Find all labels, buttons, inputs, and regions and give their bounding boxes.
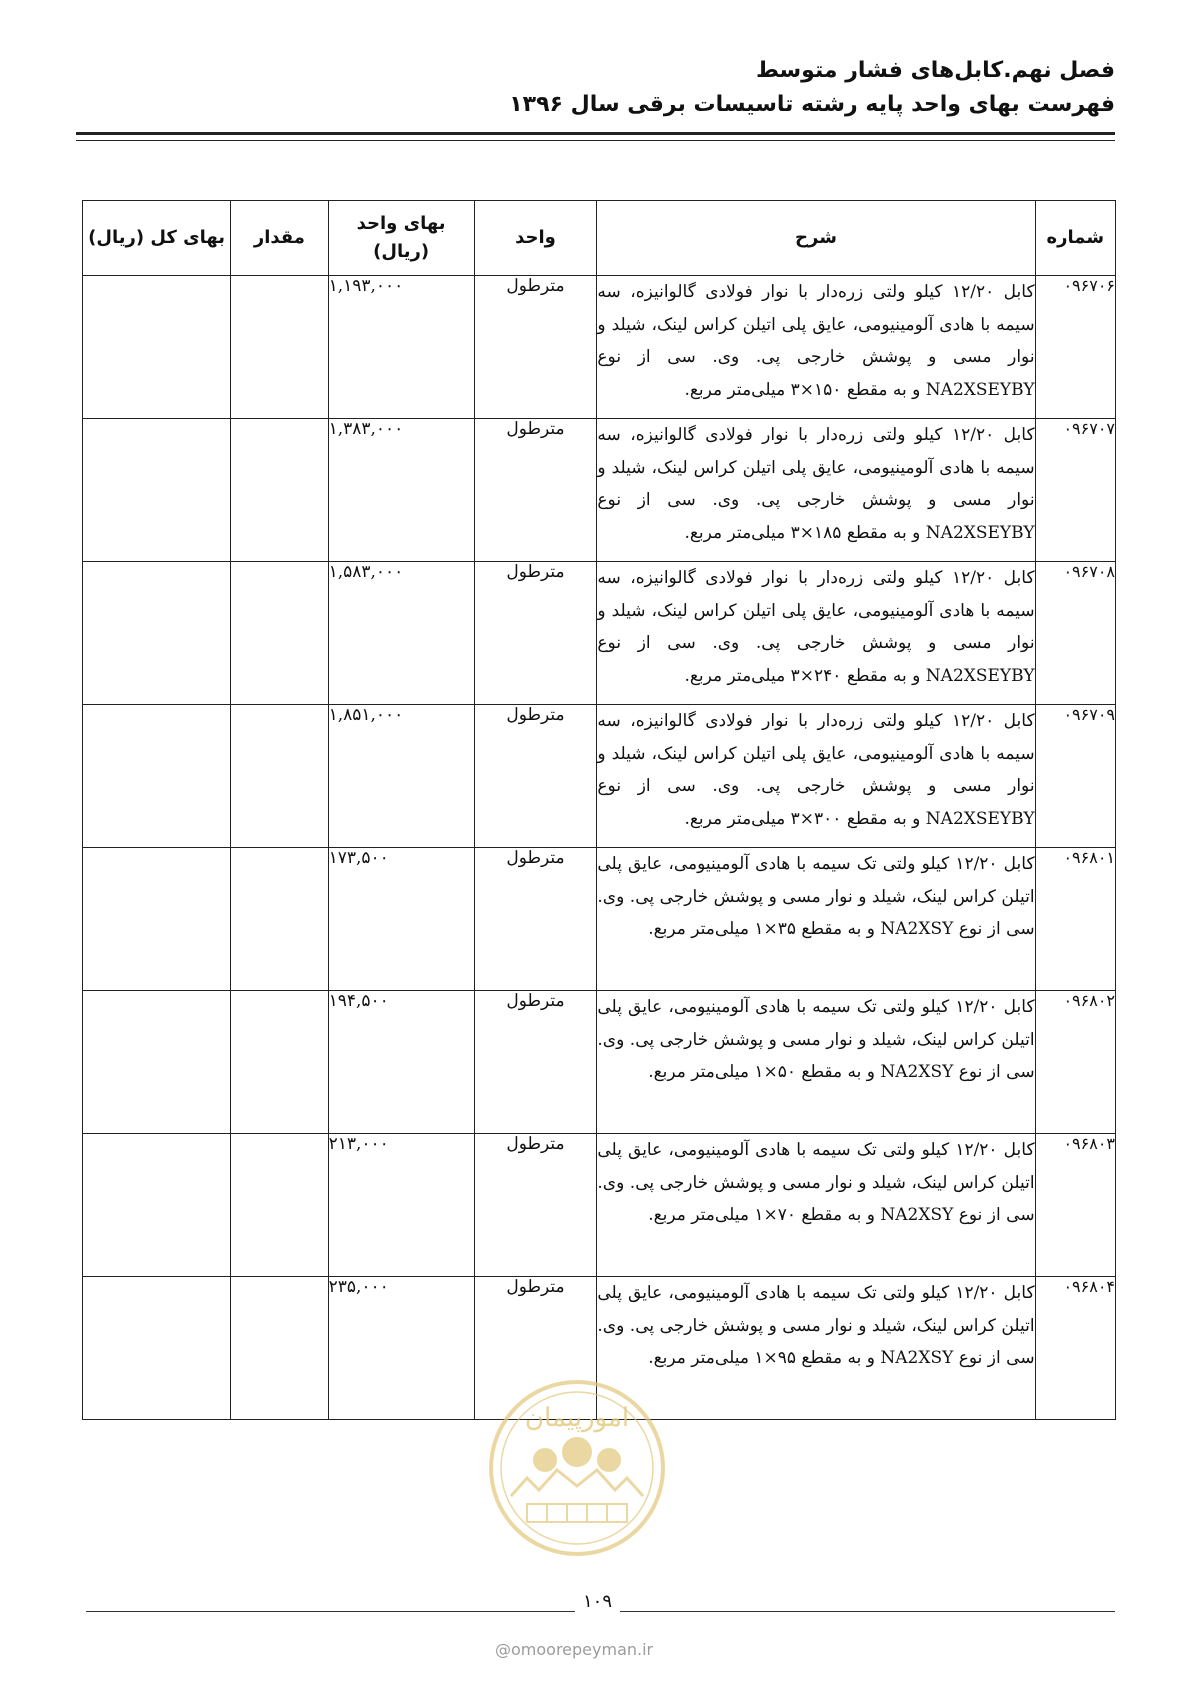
column-header-description: شرح	[597, 201, 1035, 276]
item-unit-price: ۲۳۵,۰۰۰	[328, 1277, 474, 1420]
item-total-price	[83, 419, 231, 562]
price-table	[82, 200, 1116, 1420]
stamp-logo	[487, 1378, 667, 1558]
item-unit: مترطول	[474, 991, 597, 1134]
item-unit-price: ۱,۸۵۱,۰۰۰	[328, 705, 474, 848]
table-row	[83, 419, 1116, 562]
item-total-price	[83, 1277, 231, 1420]
item-description: کابل ۱۲/۲۰ کیلو ولتی زره‌دار با نوار فولادی گالوانیزه، سه سیمه با هادی آلومینیومی، عایق پلی اتیلن کراس لینک، شیلد و نوار مسی و پوشش خارجی پی. وی. سی از نوع NA2XSEYBY و به مقطع ۱۵۰×۳ میلی‌متر مربع.	[597, 276, 1035, 419]
item-quantity	[231, 562, 328, 705]
item-quantity	[231, 1277, 328, 1420]
item-total-price	[83, 562, 231, 705]
chapter-title: فصل نهم.کابل‌های فشار متوسط	[755, 58, 1115, 83]
unit-price-currency: (ریال)	[373, 241, 430, 262]
item-unit: مترطول	[474, 419, 597, 562]
column-header-code: شماره	[1035, 201, 1115, 276]
item-code: ۰۹۶۸۰۱	[1035, 848, 1115, 991]
table-row	[83, 848, 1116, 991]
item-code: ۰۹۶۸۰۴	[1035, 1277, 1115, 1420]
item-quantity	[231, 1134, 328, 1277]
item-total-price	[83, 991, 231, 1134]
item-unit: مترطول	[474, 562, 597, 705]
item-description: کابل ۱۲/۲۰ کیلو ولتی تک سیمه با هادی آلومینیومی، عایق پلی اتیلن کراس لینک، شیلد و نوار مسی و پوشش خارجی پی. وی. سی از نوع NA2XSY و به مقطع ۹۵×۱ میلی‌متر مربع.	[597, 1277, 1035, 1420]
item-description: کابل ۱۲/۲۰ کیلو ولتی زره‌دار با نوار فولادی گالوانیزه، سه سیمه با هادی آلومینیومی، عایق پلی اتیلن کراس لینک، شیلد و نوار مسی و پوشش خارجی پی. وی. سی از نوع NA2XSEYBY و به مقطع ۳۰۰×۳ میلی‌متر مربع.	[597, 705, 1035, 848]
item-code: ۰۹۶۸۰۳	[1035, 1134, 1115, 1277]
item-total-price	[83, 705, 231, 848]
item-unit-price: ۱,۱۹۳,۰۰۰	[328, 276, 474, 419]
item-quantity	[231, 276, 328, 419]
header-divider	[76, 132, 1115, 141]
item-unit: مترطول	[474, 276, 597, 419]
item-unit-price: ۱,۵۸۳,۰۰۰	[328, 562, 474, 705]
item-unit: مترطول	[474, 705, 597, 848]
item-quantity	[231, 848, 328, 991]
column-header-quantity: مقدار	[231, 201, 328, 276]
item-unit-price: ۱۷۳,۵۰۰	[328, 848, 474, 991]
table-row	[83, 562, 1116, 705]
item-description: کابل ۱۲/۲۰ کیلو ولتی تک سیمه با هادی آلومینیومی، عایق پلی اتیلن کراس لینک، شیلد و نوار مسی و پوشش خارجی پی. وی. سی از نوع NA2XSY و به مقطع ۳۵×۱ میلی‌متر مربع.	[597, 848, 1035, 991]
column-header-unit: واحد	[474, 201, 597, 276]
item-total-price	[83, 1134, 231, 1277]
column-header-total-price: بهای کل (ریال)	[83, 201, 231, 276]
table-row	[83, 705, 1116, 848]
item-code: ۰۹۶۷۰۸	[1035, 562, 1115, 705]
unit-price-label: بهای واحد	[356, 213, 446, 234]
item-unit: مترطول	[474, 1277, 597, 1420]
stamp-text: امورپیمان	[524, 1403, 630, 1433]
item-code: ۰۹۶۸۰۲	[1035, 991, 1115, 1134]
item-code: ۰۹۶۷۰۷	[1035, 419, 1115, 562]
page-number: ۱۰۹	[575, 1591, 620, 1612]
item-description: کابل ۱۲/۲۰ کیلو ولتی تک سیمه با هادی آلومینیومی، عایق پلی اتیلن کراس لینک، شیلد و نوار مسی و پوشش خارجی پی. وی. سی از نوع NA2XSY و به مقطع ۵۰×۱ میلی‌متر مربع.	[597, 991, 1035, 1134]
table-row	[83, 276, 1116, 419]
item-unit-price: ۱,۳۸۳,۰۰۰	[328, 419, 474, 562]
table-header-row	[83, 201, 1116, 276]
item-description: کابل ۱۲/۲۰ کیلو ولتی زره‌دار با نوار فولادی گالوانیزه، سه سیمه با هادی آلومینیومی، عایق پلی اتیلن کراس لینک، شیلد و نوار مسی و پوشش خارجی پی. وی. سی از نوع NA2XSEYBY و به مقطع ۱۸۵×۳ میلی‌متر مربع.	[597, 419, 1035, 562]
item-description: کابل ۱۲/۲۰ کیلو ولتی زره‌دار با نوار فولادی گالوانیزه، سه سیمه با هادی آلومینیومی، عایق پلی اتیلن کراس لینک، شیلد و نوار مسی و پوشش خارجی پی. وی. سی از نوع NA2XSEYBY و به مقطع ۲۴۰×۳ میلی‌متر مربع.	[597, 562, 1035, 705]
watermark-url: @omoorepeyman.ir	[495, 1640, 654, 1659]
table-row	[83, 1134, 1116, 1277]
item-total-price	[83, 848, 231, 991]
table-row	[83, 991, 1116, 1134]
item-code: ۰۹۶۷۰۹	[1035, 705, 1115, 848]
item-unit: مترطول	[474, 1134, 597, 1277]
item-code: ۰۹۶۷۰۶	[1035, 276, 1115, 419]
item-quantity	[231, 419, 328, 562]
item-unit-price: ۱۹۴,۵۰۰	[328, 991, 474, 1134]
page-header	[76, 54, 1115, 122]
column-header-unit-price	[328, 201, 474, 276]
item-unit: مترطول	[474, 848, 597, 991]
item-quantity	[231, 705, 328, 848]
item-quantity	[231, 991, 328, 1134]
item-total-price	[83, 276, 231, 419]
item-description: کابل ۱۲/۲۰ کیلو ولتی تک سیمه با هادی آلومینیومی، عایق پلی اتیلن کراس لینک، شیلد و نوار مسی و پوشش خارجی پی. وی. سی از نوع NA2XSY و به مقطع ۷۰×۱ میلی‌متر مربع.	[597, 1134, 1035, 1277]
item-unit-price: ۲۱۳,۰۰۰	[328, 1134, 474, 1277]
document-title: فهرست بهای واحد پایه رشته تاسیسات برقی سال ۱۳۹۶	[509, 92, 1115, 117]
